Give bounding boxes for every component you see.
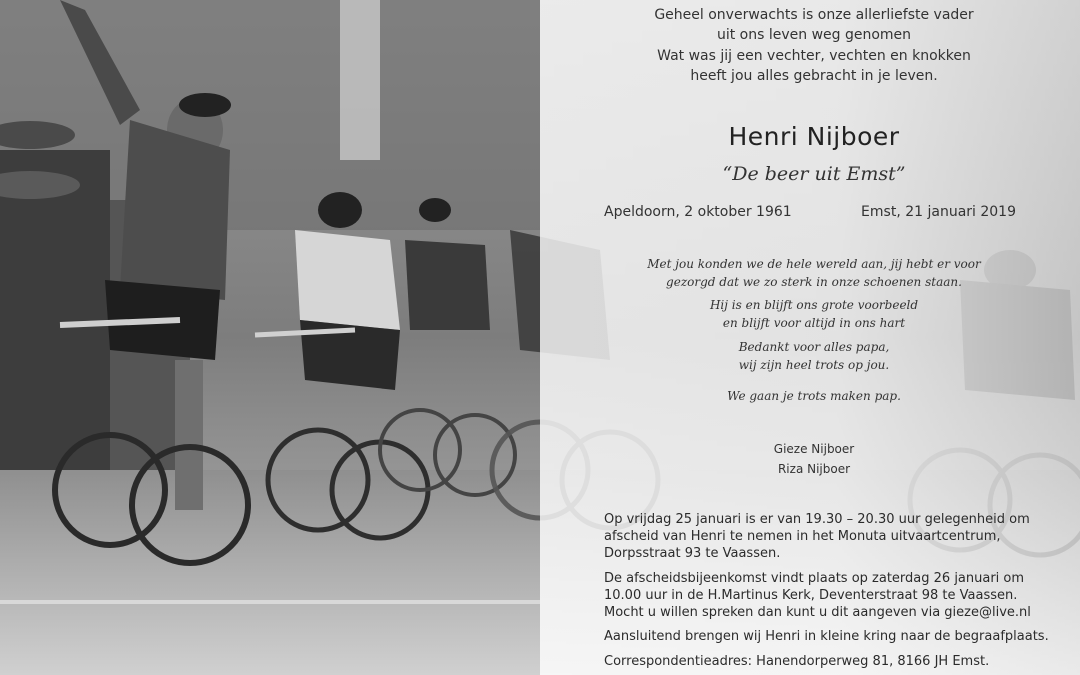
birth-date: Apeldoorn, 2 oktober 1961 — [604, 204, 792, 220]
poem-line: Geheel onverwachts is onze allerliefste vader — [654, 7, 974, 23]
info-line: De afscheidsbijeenkomst vindt plaats op zaterdag 26 januari om — [604, 571, 1025, 586]
verse-line: Hij is en blijft ons grote voorbeeld — [709, 298, 919, 312]
verse-line: Bedankt voor alles papa, — [738, 340, 890, 354]
info-line: afscheid van Henri te nemen in het Monuta uitvaartcentrum, — [604, 529, 1001, 544]
info-line: Correspondentieadres: Hanendorperweg 81, 8166 JH Emst. — [604, 654, 990, 669]
verse-line: Met jou konden we de hele wereld aan, jij hebt er voor — [647, 257, 981, 271]
poem-line: Wat was jij een vechter, vechten en knokken — [657, 48, 971, 64]
poem-line: uit ons leven weg genomen — [716, 27, 912, 43]
verse-line: en blijft voor altijd in ons hart — [722, 316, 906, 330]
text-panel — [540, 0, 1080, 675]
verse-1 — [604, 255, 1024, 291]
info-viewing — [604, 511, 1056, 562]
info-correspondence — [604, 653, 1056, 670]
signer-name: Gieze Nijboer — [773, 442, 855, 456]
info-line: Dorpsstraat 93 te Vaassen. — [604, 546, 781, 561]
signer-name: Riza Nijboer — [777, 462, 851, 476]
poem-line: heeft jou alles gebracht in je leven. — [690, 68, 938, 84]
verse-line: We gaan je trots maken pap. — [727, 389, 901, 403]
info-burial — [604, 628, 1056, 645]
info-line: 10.00 uur in de H.Martinus Kerk, Deventerstraat 98 te Vaassen. — [604, 588, 1018, 603]
info-ceremony — [604, 570, 1056, 621]
nickname: “De beer uit Emst” — [722, 163, 906, 185]
death-date: Emst, 21 januari 2019 — [861, 204, 1016, 220]
opening-poem-2 — [604, 46, 1024, 86]
verse-4 — [604, 387, 1024, 405]
info-line: Mocht u willen spreken dan kunt u dit aangeven via gieze@live.nl — [604, 605, 1031, 620]
deceased-name: Henri Nijboer — [728, 122, 900, 151]
signers — [604, 439, 1024, 479]
opening-poem-1 — [604, 5, 1024, 45]
verse-line: gezorgd dat we zo sterk in onze schoenen staan. — [666, 275, 962, 289]
info-line: Aansluitend brengen wij Henri in kleine kring naar de begraafplaats. — [604, 629, 1049, 644]
info-line: Op vrijdag 25 januari is er van 19.30 – 20.30 uur gelegenheid om — [604, 512, 1030, 527]
verse-2 — [604, 296, 1024, 332]
verse-3 — [604, 338, 1024, 374]
verse-line: wij zijn heel trots op jou. — [738, 358, 890, 372]
